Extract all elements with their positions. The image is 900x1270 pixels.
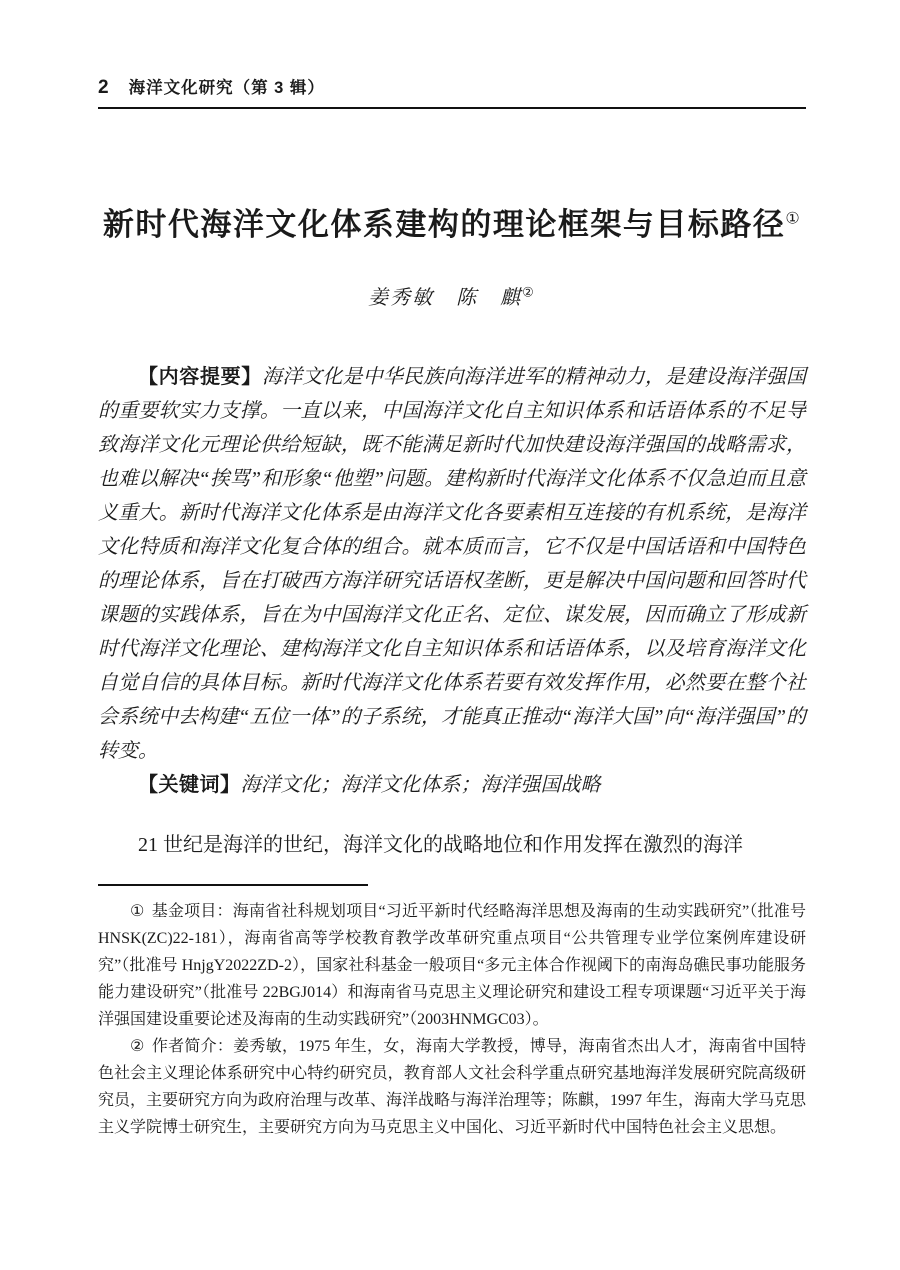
footnote-marker: ① — [130, 903, 145, 920]
article-title-text: 新时代海洋文化体系建构的理论框架与目标路径 — [102, 207, 786, 242]
authors-footnote-mark: ② — [522, 284, 536, 300]
keywords-label: 【关键词】 — [138, 774, 241, 796]
abstract-label: 【内容提要】 — [138, 366, 262, 388]
footnote-text: 作者简介：姜秀敏，1975 年生，女，海南大学教授，博导，海南省杰出人才，海南省中国特色社会主义理论体系研究中心特约研究员，教育部人文社会科学重点研究基地海洋发展研究院高级研究员，主要研究方向为政府治理与改革、海洋战略与海洋治理等；陈麒，1997 年生，海南大学马克思主义学院博士研究生，主要研究方向为马克思主义中国化、习近平新时代中国特色社会主义思想。 — [98, 1038, 807, 1136]
footnote-item — [98, 898, 806, 1033]
article-title — [98, 205, 806, 245]
abstract-text: 海洋文化是中华民族向海洋进军的精神动力，是建设海洋强国的重要软实力支撑。一直以来，中国海洋文化自主知识体系和话语体系的不足导致海洋文化元理论供给短缺，既不能满足新时代加快建设海洋强国的战略需求，也难以解决“挨骂”和形象“他塑”问题。建构新时代海洋文化体系不仅急迫而且意义重大。新时代海洋文化体系是由海洋文化各要素相互连接的有机系统，是海洋文化特质和海洋文化复合体的组合。就本质而言，它不仅是中国话语和中国特色的理论体系，旨在打破西方海洋研究话语权垄断，更是解决中国问题和回答时代课题的实践体系，旨在为中国海洋文化正名、定位、谋发展，因而确立了形成新时代海洋文化理论、建构海洋文化自主知识体系和话语体系，以及培育海洋文化自觉自信的具体目标。新时代海洋文化体系若要有效发挥作用，必然要在整个社会系统中去构建“五位一体”的子系统，才能真正推动“海洋大国”向“海洋强国”的转变。 — [98, 366, 806, 762]
abstract-paragraph — [98, 360, 806, 768]
running-head — [98, 74, 806, 109]
authors-line — [98, 281, 806, 310]
book-title: 海洋文化研究（第 3 辑） — [128, 79, 325, 97]
footnote-item — [98, 1033, 806, 1141]
footnote-text: 基金项目：海南省社科规划项目“习近平新时代经略海洋思想及海南的生动实践研究”（批准号 HNSK(ZC)22-181），海南省高等学校教育教学改革研究重点项目“公共管理专业学位案例库建设研究”（批准号 HnjgY2022ZD-2），国家社科基金一般项目“多元主体合作视阈下的南海岛礁民事功能服务能力建设研究”（批准号 22BGJ014）和海南省马克思主义理论研究和建设工程专项课题“习近平关于海洋强国建设重要论述及海南的生动实践研究”（2003HNMGC03）。 — [98, 903, 806, 1028]
title-footnote-mark: ① — [785, 210, 802, 228]
footnotes-block — [98, 898, 806, 1141]
keywords-line — [98, 768, 806, 802]
footnote-marker: ② — [130, 1038, 145, 1055]
authors-names: 姜秀敏 陈 麒 — [368, 287, 523, 309]
page-number: 2 — [98, 77, 109, 98]
footnote-separator-rule — [98, 884, 368, 886]
keywords-text: 海洋文化；海洋文化体系；海洋强国战略 — [240, 774, 601, 796]
body-first-paragraph: 21 世纪是海洋的世纪，海洋文化的战略地位和作用发挥在激烈的海洋 — [138, 834, 743, 856]
